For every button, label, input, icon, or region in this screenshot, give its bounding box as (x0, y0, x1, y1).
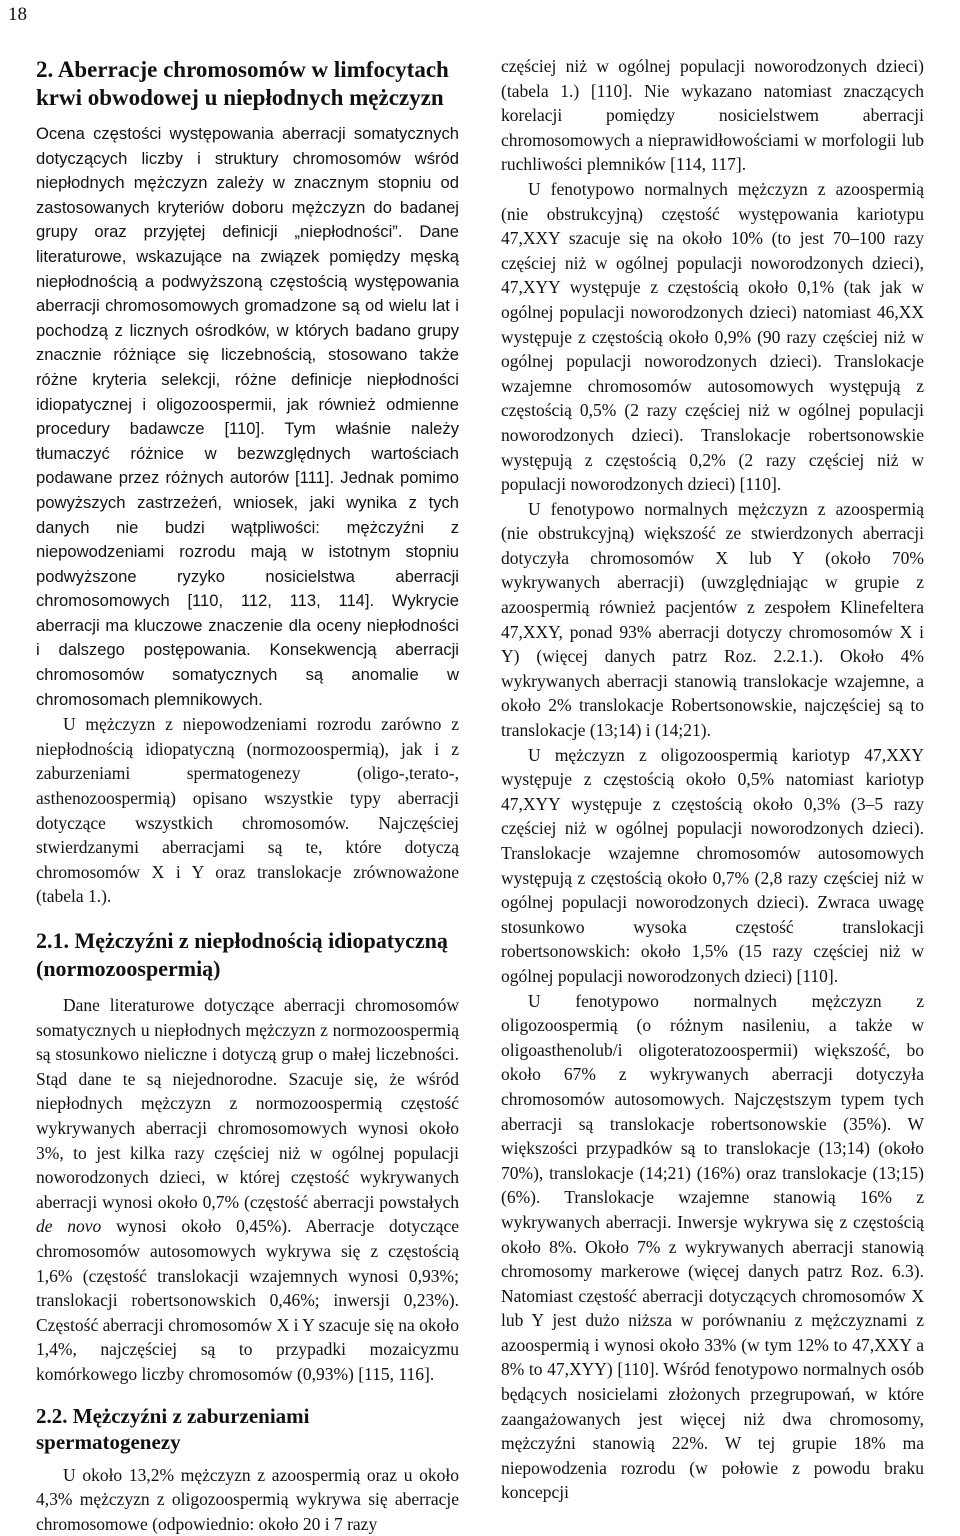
right-column (501, 54, 924, 1505)
paragraph (36, 993, 459, 1387)
paragraph: U mężczyzn z oligozoospermią kariotyp 47,XXY występuje z częstością około 0,5% natomiast kariotyp 47,XYY występuje z częstością około 0,3% (3–5 razy częściej niż w ogólnej populacji noworodzonych dzieci). Translokacje wzajemne chromosomów autosomowych występują z częstością około 0,7% (2,8 razy częściej niż w ogólnej populacji noworodzonych dzieci). Zwraca uwagę stosunkowo wysoka częstość translokacji robertsonowskich: około 1,5% (15 razy częściej niż w ogólnej populacji noworodzonych dzieci) [110]. (501, 743, 924, 989)
section-title: 2. Aberracje chromosomów w limfocytach krwi obwodowej u niepłodnych mężczyzn (36, 56, 459, 112)
subsection-heading: 2.1. Mężczyźni z niepłodnością idiopatyczną (normozoospermią) (36, 927, 459, 983)
paragraph: Ocena częstości występowania aberracji somatycznych dotyczących liczby i struktury chromosomów wśród niepłodnych mężczyzn zależy w znacznym stopniu od zastosowanych kryteriów doboru mężczyzn do badanej grupy oraz przyjętej definicji „niepłodności”. Dane literaturowe, wskazujące na związek pomiędzy męską niepłodnością a podwyższoną częstością występowania aberracji chromosomowych gromadzone są od wielu lat i pochodzą z licznych ośrodków, w których badano grupy znacznie różniące się liczebnością, stosowano także różne kryteria selekcji, różne definicje niepłodności idiopatycznej i oligozoospermii, jak również odmienne procedury badawcze [110]. Tym właśnie należy tłumaczyć różnice w bezwzględnych wartościach podawane przez różnych autorów [111]. Jednak pomimo powyższych zastrzeżeń, wniosek, jaki wynika z tych danych nie budzi wątpliwości: mężczyźni z niepowodzeniami rozrodu mają w istotnym stopniu podwyższone ryzyko nosicielstwa aberracji chromosomowych [110, 112, 113, 114]. Wykrycie aberracji ma kluczowe znaczenie dla oceny niepłodności i dalszego postępowania. Konsekwencją aberracji chromosomów somatycznych są anomalie w chromosomach plemnikowych. (36, 122, 459, 712)
left-column (36, 52, 459, 1536)
paragraph: częściej niż w ogólnej populacji noworodzonych dzieci) (tabela 1.) [110]. Nie wykazano natomiast znaczących korelacji pomiędzy nosicielstwem aberracji chromosomowych a nieprawidłowościami w morfologii lub ruchliwości plemników [114, 117]. (501, 54, 924, 177)
paragraph: U fenotypowo normalnych mężczyzn z oligozoospermią (o różnym nasileniu, a także w oligoasthenolub/i oligoteratozoospermii) większość, bo około 67% z wykrywanych aberracji dotyczyła chromosomów autosomowych. Najczęstszym typem tych aberracji są translokacje robertsonowskie (35%). W większości przypadków są to translokacje (13;14) (około 70%), translokacje (14;21) (16%) oraz translokacje (13;15) (6%). Translokacje wzajemne stanowią 16% z wykrywanych aberracji. Inwersje wykrywa się z częstością około 8%. Około 7% z wykrywanych aberracji stanowią chromosomy markerowe (więcej danych patrz Roz. 6.3). Natomiast częstość aberracji dotyczących chromosomów X lub Y jest dużo niższa w porównaniu z mężczyznami z azoospermią i wynosi około 33% (w tym 12% to 47,XXY a 8% to 47,XYY) [110]. Wśród fenotypowo normalnych osób będących nosicielami złożonych przegrupowań, w które zaangażowanych jest więcej niż dwa chromosomy, mężczyźni stanowią 22%. W tej grupie 18% ma niepowodzenia rozrodu (w połowie z powodu braku koncepcji (501, 989, 924, 1505)
page-number: 18 (8, 4, 27, 26)
paragraph: U mężczyzn z niepowodzeniami rozrodu zarówno z niepłodnością idiopatyczną (normozoospermią), jak i z zaburzeniami spermatogenezy (oligo-,terato-, asthenozoospermią) opisano wszystkie typy aberracji dotyczące wszystkich chromosomów. Najczęściej stwierdzanymi aberracjami są te, które dotyczą chromosomów X i Y oraz translokacje zrównoważone (tabela 1.). (36, 712, 459, 909)
paragraph: U fenotypowo normalnych mężczyzn z azoospermią (nie obstrukcyjną) częstość występowania kariotypu 47,XXY szacuje się na około 10% (to jest 70–100 razy częściej niż w ogólnej populacji noworodzonych dzieci), 47,XYY występuje z częstością około 0,1% (tak jak w ogólnej populacji noworodzonych dzieci) natomiast 46,XX występuje z częstością około 0,9% (90 razy częściej niż w ogólnej populacji noworodzonych dzieci). Translokacje wzajemne chromosomów autosomowych występują z częstością 0,5% (2 razy częściej niż w ogólnej populacji noworodzonych dzieci). Translokacje robertsonowskie występują z częstością 0,2% (2 razy częściej niż w populacji noworodzonych dzieci) [110]. (501, 177, 924, 497)
paragraph: U około 13,2% mężczyzn z azoospermią oraz u około 4,3% mężczyzn z oligozoospermią wykrywa się aberracje chromosomowe (odpowiednio: około 20 i 7 razy (36, 1463, 459, 1536)
subsection-heading: 2.2. Mężczyźni z zaburzeniami spermatogenezy (36, 1403, 459, 1455)
paragraph: U fenotypowo normalnych mężczyzn z azoospermią (nie obstrukcyjną) większość ze stwierdzonych aberracji dotyczyła chromosomów X lub Y (około 70% wykrywanych aberracji) (uwzględniając w grupie z azoospermią również pacjentów z zespołem Klinefeltera 47,XXY, ponad 93% aberracji dotyczy chromosomów X i Y) (więcej danych patrz Roz. 2.2.1.). Około 4% wykrywanych aberracji stanowią translokacje wzajemne, a około 2% translokacje Robertsonowskie, najczęściej są to translokacje (13;14) i (14;21). (501, 497, 924, 743)
italic-text: de novo (36, 1216, 101, 1236)
text-run: wynosi około 0,45%). Aberracje dotyczące chromosomów autosomowych wykrywa się z częstością 1,6% (częstość translokacji wzajemnych wynosi 0,93%; translokacji robertsonowskich 0,46%; inwersji 0,23%). Częstość aberracji chromosomów X i Y szacuje się na około 1,4%, najczęściej są to przypadki mozaicyzmu komórkowego liczby chromosomów (0,93%) [115, 116]. (36, 1216, 459, 1384)
text-run: Dane literaturowe dotyczące aberracji chromosomów somatycznych u niepłodnych mężczyzn z normozoospermią są stosunkowo nieliczne i dotyczą grup o małej liczebności. Stąd dane te są niejednorodne. Szacuje się, że wśród niepłodnych mężczyzn z normozoospermią częstość wykrywanych aberracji chromosomowych wynosi około 3%, to jest kilka razy częściej niż w ogólnej populacji noworodzonych dzieci, w której częstość wykrywanych aberracji wynosi około 0,7% (częstość aberracji powstałych (36, 995, 459, 1212)
